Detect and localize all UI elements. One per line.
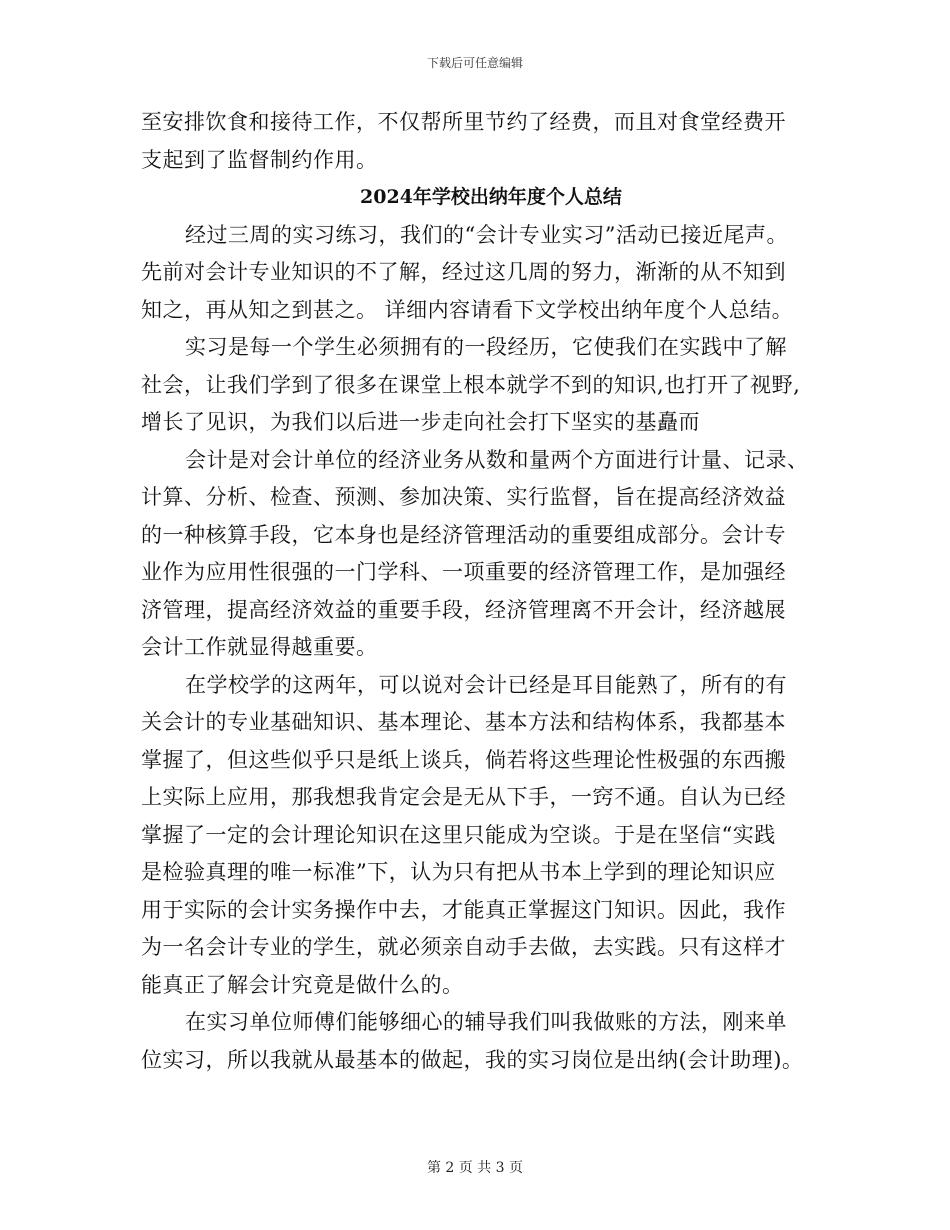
document-body xyxy=(141,104,821,1079)
header-note: 下载后可任意编辑 xyxy=(426,56,523,70)
text-line: 会计工作就显得越重要。 xyxy=(141,635,378,659)
text-line: 的一种核算手段，它本身也是经济管理活动的重要组成部分。会计专 xyxy=(141,522,786,547)
text-line: 计算、分析、检查、预测、参加决策、实行监督，旨在提高经济效益 xyxy=(141,485,786,509)
text-line: 位实习，所以我就从最基本的做起，我的实习岗位是出纳(会计助理)。 xyxy=(141,1047,804,1072)
text-line: 关会计的专业基础知识、基本理论、基本方法和结构体系，我都基本 xyxy=(141,710,786,734)
page-number: 第 2 页 共 3 页 xyxy=(426,1160,524,1176)
text-line: 增长了见识，为我们以后进一步走向社会打下坚实的基矗而 xyxy=(141,410,700,434)
text-line: 济管理，提高经济效益的重要手段，经济管理离不开会计，经济越展 xyxy=(141,597,786,622)
paragraph-first-line: 经过三周的实习练习，我们的“会计专业实习”活动已接近尾声。 xyxy=(185,222,788,247)
text-line: 知之，再从知之到甚之。 详细内容请看下文学校出纳年度个人总结。 xyxy=(141,297,794,322)
text-line: 是检验真理的唯一标准”下，认为只有把从书本上学到的理论知识应 xyxy=(141,860,776,884)
text-line: 上实际上应用，那我想我肯定会是无从下手，一窍不通。自认为已经 xyxy=(141,785,786,809)
text-line: 业作为应用性很强的一门学科、一项重要的经济管理工作，是加强经 xyxy=(141,560,786,584)
paragraph-first-line: 会计是对会计单位的经济业务从数和量两个方面进行计量、记录、 xyxy=(185,447,809,472)
text-line: 为一名会计专业的学生，就必须亲自动手去做，去实践。只有这样才 xyxy=(141,935,786,959)
text-line: 支起到了监督制约作用。 xyxy=(141,147,378,172)
paragraph-first-line: 在学校学的这两年，可以说对会计已经是耳目能熟了，所有的有 xyxy=(185,672,787,697)
paragraph-first-line: 实习是每一个学生必须拥有的一段经历，它使我们在实践中了解 xyxy=(185,335,787,359)
section-title: 2024年学校出纳年度个人总结 xyxy=(360,186,622,208)
text-line: 先前对会计专业知识的不了解，经过这几周的努力，渐渐的从不知到 xyxy=(141,260,786,284)
text-line: 至安排饮食和接待工作，不仅帮所里节约了经费，而且对食堂经费开 xyxy=(141,110,786,134)
text-line: 能真正了解会计究竟是做什么的。 xyxy=(141,972,464,997)
text-line: 用于实际的会计实务操作中去，才能真正掌握这门知识。因此，我作 xyxy=(141,897,786,922)
paragraph-first-line: 在实习单位师傅们能够细心的辅导我们叫我做账的方法，刚来单 xyxy=(185,1010,787,1034)
text-line: 掌握了，但这些似乎只是纸上谈兵，倘若将这些理论性极强的东西搬 xyxy=(141,747,786,772)
text-line: 社会，让我们学到了很多在课堂上根本就学不到的知识,也打开了视野, xyxy=(141,372,801,397)
text-line: 掌握了一定的会计理论知识在这里只能成为空谈。于是在坚信“实践 xyxy=(141,822,776,847)
